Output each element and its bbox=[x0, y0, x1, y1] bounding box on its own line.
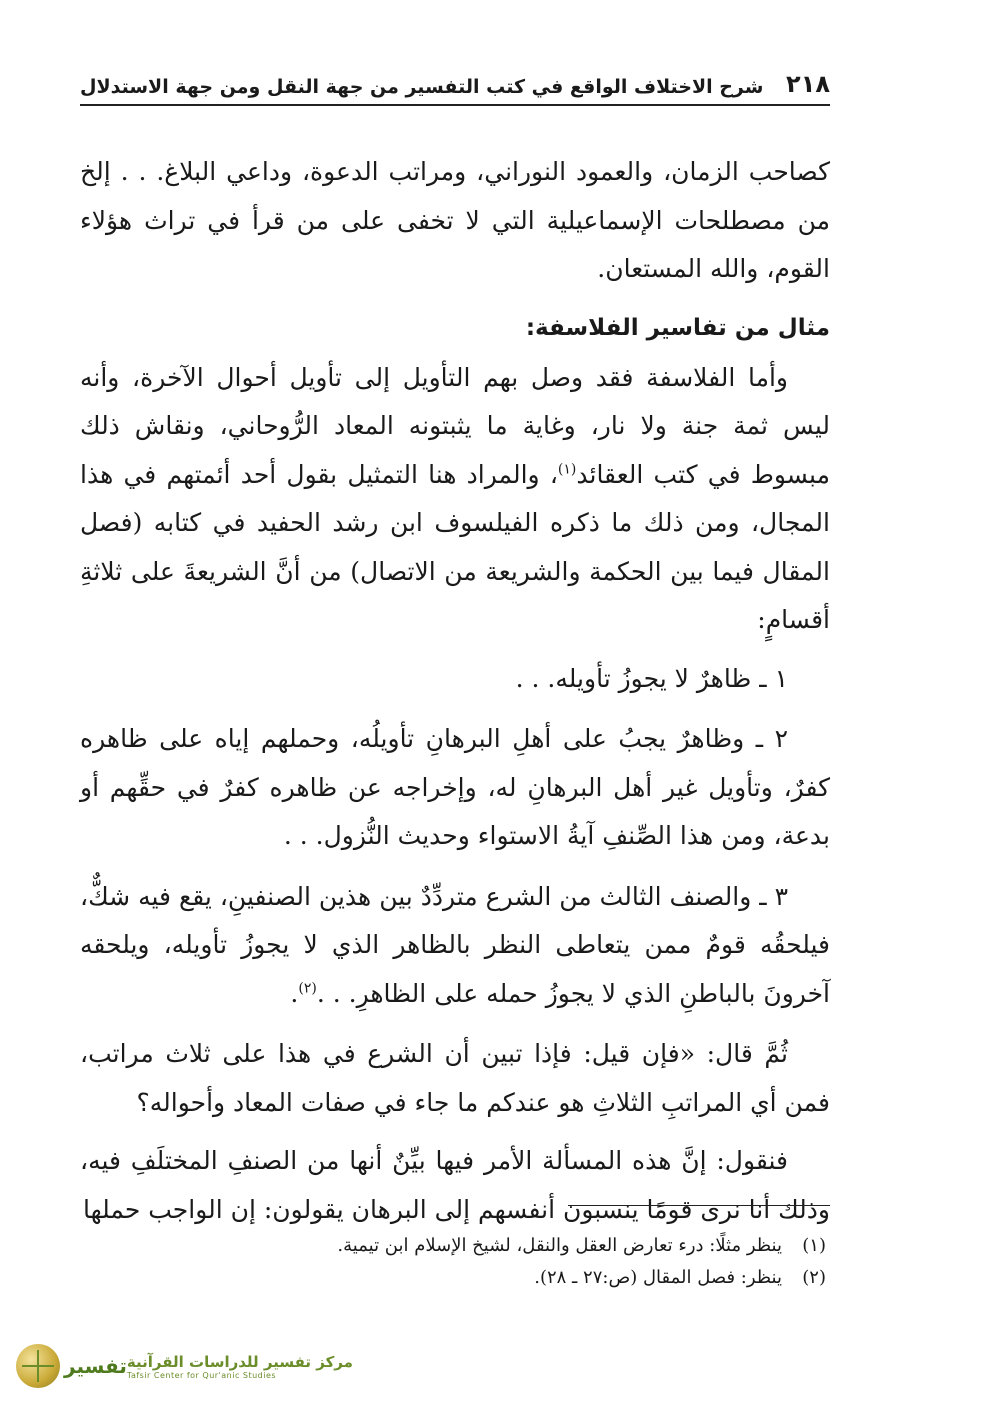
footnote-ref-2[interactable]: (٢) bbox=[298, 980, 317, 997]
list-item-1: ١ ـ ظاهرٌ لا يجوزُ تأويله. . . bbox=[515, 663, 788, 693]
footnote-2 bbox=[80, 1262, 830, 1294]
book-page bbox=[80, 0, 830, 1410]
logo-word: تفسير bbox=[64, 1354, 127, 1378]
logo-texts bbox=[127, 1353, 353, 1380]
paragraph-answer: فنقول: إنَّ هذه المسألة الأمر فيها بيِّنٌ أنها من الصنفِ المختلَفِ فيه، وذلك أنا نرى قومًا ينسبون أنفسهم إلى البرهان يقولون: إن الواجب حملها bbox=[80, 1146, 830, 1224]
paragraph-philosophers-part-1: وأما الفلاسفة فقد وصل بهم التأويل إلى تأويل أحوال الآخرة، وأنه ليس ثمة جنة ولا نار، وغاية ما يثبتونه المعاد الرُّوحاني، ونقاش ذلك مبسوط في كتب العقائد bbox=[80, 362, 830, 489]
main-text bbox=[80, 148, 830, 1244]
footnote-ref-1[interactable]: (١) bbox=[557, 461, 577, 478]
list-item-3 bbox=[80, 873, 830, 1019]
running-head bbox=[80, 66, 830, 106]
footnote-text: ينظر: فصل المقال (ص:٢٧ ـ ٢٨). bbox=[534, 1267, 782, 1288]
list-item-2: ٢ ـ وظاهرٌ يجبُ على أهلِ البرهانِ تأويلُه، وحملهم إياه على ظاهره كفرٌ، وتأويل غير أهل البرهانِ له، وإخراجه عن ظاهره كفرٌ في حقِّهم أو بدعة، ومن هذا الصِّنفِ آيةُ الاستواء وحديث النُّزول. . . bbox=[80, 724, 830, 850]
footnote-number: (١) bbox=[802, 1235, 826, 1256]
publisher-logo bbox=[16, 1342, 353, 1390]
logo-arabic-name: مركز تفسير للدراسات القرآنية bbox=[126, 1352, 353, 1371]
footnote-text: ينظر مثلًا: درء تعارض العقل والنقل، لشيخ الإسلام ابن تيمية. bbox=[337, 1235, 782, 1256]
section-title: مثال من تفاسير الفلاسفة: bbox=[525, 314, 830, 341]
footnote-number: (٢) bbox=[802, 1267, 826, 1288]
logo-english-name: Tafsir Center for Qur'anic Studies bbox=[126, 1370, 277, 1380]
paragraph-quote: ثُمَّ قال: «فإن قيل: فإذا تبين أن الشرع في هذا على ثلاث مراتب، فمن أي المراتبِ الثلاثِ هو عندكم ما جاء في صفات المعاد وأحواله؟ bbox=[80, 1039, 830, 1117]
page-number: ٢١٨ bbox=[786, 70, 830, 98]
list-item-3-end: . bbox=[290, 978, 299, 1008]
running-head-title: شرح الاختلاف الواقع في كتب التفسير من جهة النقل ومن جهة الاستدلال bbox=[80, 76, 764, 98]
footnote-1 bbox=[80, 1230, 830, 1262]
globe-icon bbox=[16, 1344, 60, 1388]
paragraph-philosophers bbox=[80, 354, 830, 645]
list-item-3-text: ٣ ـ والصنف الثالث من الشرع متردِّدٌ بين هذين الصنفينِ، يقع فيه شكٌّ، فيلحقُه قومٌ ممن يتعاطى النظر بالظاهر الذي لا يجوزُ تأويله، ويلحقه آخرونَ بالباطنِ الذي لا يجوزُ حمله على الظاهرِ. . . bbox=[80, 881, 830, 1008]
paragraph-philosophers-part-2: ، والمراد هنا التمثيل بقول أحد أئمتهم في هذا المجال، ومن ذلك ما ذكره الفيلسوف ابن رشد الحفيد في كتابه (فصل المقال فيما بين الحكمة والشريعة من الاتصال) من أنَّ الشريعةَ على ثلاثةِ أقسامٍ: bbox=[80, 459, 830, 634]
footnote-divider bbox=[568, 1205, 830, 1206]
paragraph-intro: كصاحب الزمان، والعمود النوراني، ومراتب الدعوة، وداعي البلاغ. . . إلخ من مصطلحات الإسماعيلية التي لا تخفى على من قرأ في تراث هؤلاء القوم، والله المستعان. bbox=[80, 157, 830, 283]
footnotes bbox=[80, 1230, 830, 1294]
